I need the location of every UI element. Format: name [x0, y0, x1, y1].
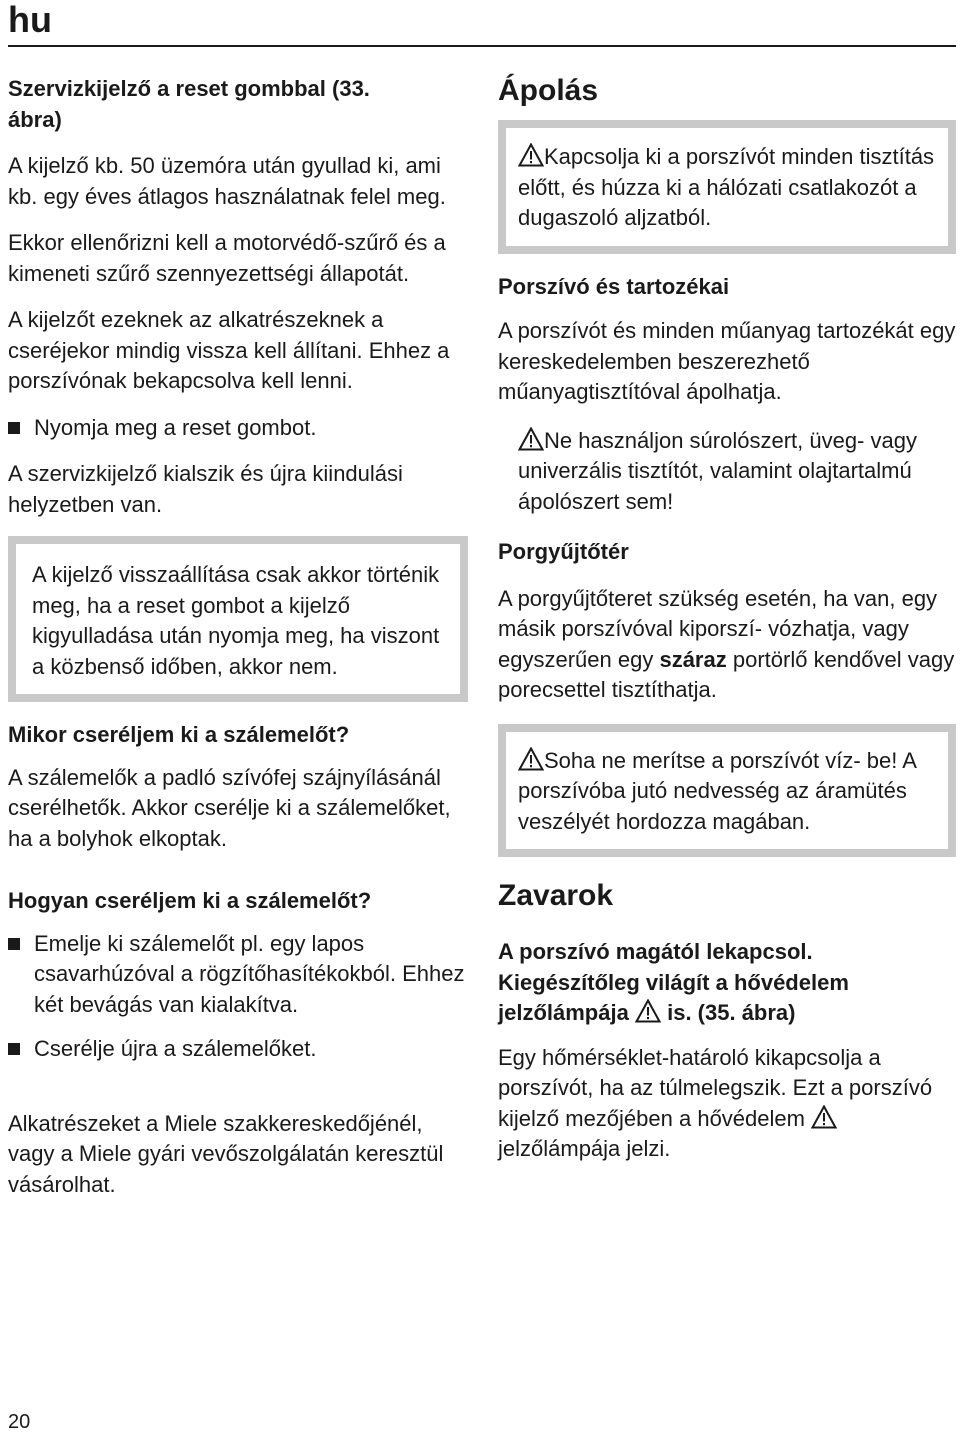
warning-box-1	[498, 120, 956, 254]
service-indicator-heading: Szervizkijelző a reset gombbal (33. ábra)	[8, 76, 370, 132]
when-replace-heading: Mikor cseréljem ki a szálemelőt?	[8, 722, 350, 747]
right-column	[498, 74, 956, 1165]
warning-2	[498, 426, 956, 518]
how-bullet-2: Cserélje újra a szálemelőket.	[8, 1034, 470, 1065]
how-bullet-1: Emelje ki szálemelőt pl. egy lapos csavarhúzóval a rögzítőhasítékokból. Ehhez két bevágás van kialakítva.	[8, 929, 470, 1021]
note-box	[8, 536, 468, 702]
warning-triangle-icon	[811, 1105, 837, 1129]
dry-emphasis: száraz	[659, 646, 727, 672]
warning-3-text: Soha ne merítse a porszívót víz- be! A porszívóba jutó nedvesség az áramütés veszélyét hordozza magában.	[518, 747, 916, 834]
care-heading: Ápolás	[498, 74, 599, 107]
warning-1-text: Kapcsolja ki a porszívót minden tisztítás előtt, és húzza ki a hálózati csatlakozót a dugaszoló aljzatból.	[518, 144, 935, 230]
fault-title: A porszívó magától lekapcsol. Kiegészítőleg világít a hővédelem jelzőlámpája is. (35. ábra)	[498, 939, 849, 1025]
left-column	[8, 74, 470, 1200]
spare-parts-text: Alkatrészeket a Miele szakkereskedőjénél, vagy a Miele gyári vevőszolgálatán keresztül vásárolhat.	[8, 1110, 444, 1197]
how-replace-heading: Hogyan cseréljem ki a szálemelőt?	[8, 888, 372, 913]
service-p1: A kijelző kb. 50 üzemóra után gyullad ki, ami kb. egy éves átlagos használatnak felel meg.	[8, 153, 446, 209]
warning-2-text: Ne használjon súrolószert, üveg- vagy univerzális tisztítót, valamint olajtartalmú ápolószert sem!	[518, 427, 917, 514]
accessories-heading: Porszívó és tartozékai	[498, 273, 730, 299]
warning-triangle-icon	[518, 747, 544, 771]
service-p3: A kijelzőt ezeknek az alkatrészeknek a cseréjekor mindig vissza kell állítani. Ehhez a porszívónak bekapcsolva kell lenni.	[8, 307, 450, 393]
warning-triangle-icon	[518, 143, 544, 167]
dust-compartment-heading: Porgyűjtőtér	[498, 539, 629, 564]
warning-triangle-icon	[635, 999, 661, 1023]
warning-triangle-icon	[518, 427, 544, 451]
note-box-text: A kijelző visszaállítása csak akkor történik meg, ha a reset gombot a kijelző kigyulladása után nyomja meg, ha viszont a közbenső időben, akkor nem.	[32, 562, 440, 679]
faults-heading: Zavarok	[498, 879, 614, 912]
warning-box-3	[498, 724, 956, 858]
accessories-text: A porszívót és minden műanyag tartozékát egy kereskedelemben beszerezhető műanyagtisztítóval ápolhatja.	[498, 318, 956, 404]
fault-text: Egy hőmérséklet-határoló kikapcsolja a porszívót, ha az túlmelegszik. Ezt a porszívó kijelző mezőjében a hővédelem jelzőlámpája jelzi.	[498, 1044, 933, 1161]
dust-compartment-text: A porgyűjtőteret szükség esetén, ha van, egy másik porszívóval kiporszí- vózhatja, vagy egyszerűen egy száraz portörlő kendővel vagy porecsettel tisztíthatja.	[498, 585, 955, 702]
page-number: 20	[8, 1411, 31, 1433]
language-code: hu	[8, 0, 52, 40]
header-rule	[8, 45, 956, 47]
service-p4: A szervizkijelző kialszik és újra kiindulási helyzetben van.	[8, 461, 403, 517]
bullet-press-reset: Nyomja meg a reset gombot.	[8, 413, 470, 444]
service-p2: Ekkor ellenőrizni kell a motorvédő-szűrő és a kimeneti szűrő szennyezettségi állapotát.	[8, 230, 446, 286]
when-replace-text: A szálemelők a padló szívófej szájnyílásánál cserélhetők. Akkor cserélje ki a szálemelőket, ha a bolyhok elkoptak.	[8, 764, 451, 851]
